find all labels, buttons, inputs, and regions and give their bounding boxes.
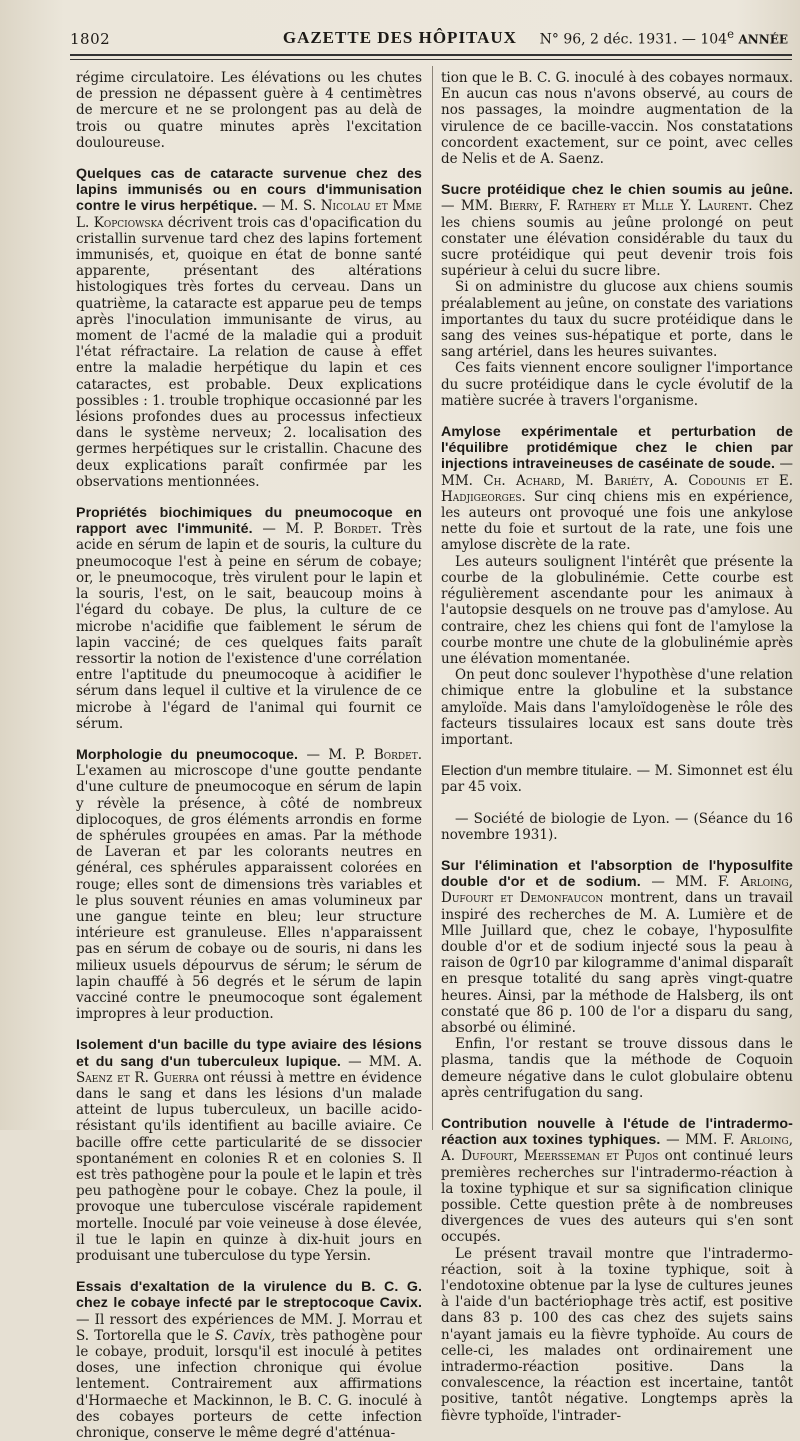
- issue-sup: e: [727, 27, 734, 42]
- paragraph: régime circulatoire. Les élévations ou les chutes de pression ne dépassent guère à 4 centimètres de mercure et ne se prolongent pas au delà de trois ou quatre minutes après l'excitation douloureuse.: [76, 70, 422, 151]
- article-authors: — MM. Ch. Achard, M. Bariéty, A. Codounis et E. Hadjigeorges.: [441, 456, 793, 505]
- article-body: ont continué leurs premières recherches sur l'intradermo-réaction à la toxine typhique et sur sa signification clinique possible. Cette question prête à de nombreuses divergences de vues des auteurs qui s'en sont occupés.: [441, 1148, 793, 1246]
- article-bacille-aviaire: [76, 1037, 422, 1264]
- article-pneumocoque-immunite: [76, 505, 422, 732]
- paragraph: On peut donc soulever l'hypothèse d'une relation chimique entre la globuline et la substance amyloïde. Mais dans l'amyloïdogenèse le rôle des facteurs tissulaires locaux est sans doute très important.: [441, 667, 793, 748]
- article-amylose: [441, 424, 793, 748]
- article-body: montrent, dans un travail inspiré des recherches de M. A. Lumière et de Mlle Juillard que, chez le cobaye, l'hyposulfite double d'or et de sodium injecté sous la peau à raison de 0gr10 par kilogramme d'animal disparaît en presque totalité du sang après vingt-quatre heures. Ainsi, par la méthode de Halsberg, ils ont constaté que 86 p. 100 de l'or a disparu du sang, absorbé ou éliminé.: [441, 890, 793, 1036]
- continued-paragraph: [441, 70, 793, 167]
- article-authors: — MM. A. Saenz et R. Guerra: [76, 1053, 423, 1086]
- article-body: très pathogène pour le cobaye, produit, lorsqu'il est inoculé à petites doses, une infection chronique qui évolue lentement. Contrairement aux affirmations d'Hormaeche et Mackinnon, le B. C. G. inoculé à des cobayes porteurs de cette infection chronique, conserve le même degré d'atténua-: [76, 1327, 422, 1441]
- article-bcg-cavix: [76, 1279, 422, 1441]
- article-sucre-proteidique: [441, 182, 793, 409]
- article-authors: — MM. F. Arloing, Dufourt et Demonfaucon: [441, 874, 793, 907]
- header-rule-thick: [70, 54, 792, 56]
- issue-number: N° 96, 2 déc. 1931. — 104: [539, 32, 728, 48]
- issue-info: [540, 27, 788, 48]
- article-body: décrivent trois cas d'opacification du cristallin survenue tard chez des lapins fortement immunisés, et, quoique en état de bonne santé apparente, présentant des altérations histologiques très fortes du cerveau. Dans un quatrième, la cataracte est apparue peu de temps après l'inoculation immunisante de virus, au moment de l'acmé de la maladie qui a produit l'état réfractaire. La relation de cause à effet entre la maladie herpétique du lapin et ces cataractes, est probable. Deux explications possibles : 1. trouble trophique occasionné par les lésions profondes dues au processus infectieux dans le système nerveux; 2. localisation des germes herpétiques sur le cristallin. Chacune des deux explications paraît confirmée par les observations mentionnées.: [76, 214, 422, 490]
- article-title: Morphologie du pneumocoque.: [76, 746, 299, 763]
- article-title: Isolement d'un bacille du type aviaire des lésions et du sang d'un tuberculeux lupique.: [76, 1037, 422, 1070]
- article-intradermo-reaction: [441, 1116, 793, 1424]
- species-name: S. Cavix,: [214, 1327, 276, 1344]
- article-authors: — M. P. Bordet.: [262, 521, 382, 538]
- paragraph: Si on administre du glucose aux chiens soumis préalablement au jeûne, on constate des variations importantes du taux du sucre protéidique dans le sang des veines sus-hépatique et porte, dans le sang artériel, dans les heures suivantes.: [441, 279, 793, 361]
- article-body: Sur cinq chiens mis en expérience, les auteurs ont provoqué une fois une ankylose nette du foie et surtout de la rate, une fois une amylose discrète de la rate.: [441, 488, 794, 554]
- article-title: Sucre protéidique chez le chien soumis au jeûne.: [441, 182, 793, 199]
- paragraph: Les auteurs soulignent l'intérêt que présente la courbe de la globulinémie. Cette courbe est régulièrement ascendante pour les animaux à l'autopsie desquels on ne trouve pas d'amylose. Au contraire, chez les chiens qui font de l'amylose la courbe montre une chute de la globulinémie après une élévation momentanée.: [441, 553, 793, 667]
- article-body: L'examen au microscope d'une goutte pendante d'une culture de pneumocoque en sérum de lapin y révèle la présence, à côté de nombreux diplocoques, de gros éléments arrondis en forme de sphérules groupées en amas. Par la méthode de Laveran et par les colorants neutres en général, ces sphérules apparaissent colorées en rouge; elles sont de dimensions très variables et le plus souvent réunies en amas volumineux par une gangue teinte en bleu; leur structure intérieure est granuleuse. Elles n'apparaissent pas en sérum de cobaye ou de souris, ni dans les milieux usuels dépourvus de sérum; le sérum de lapin chauffé à 56 degrés et le sérum de lapin vacciné contre le pneumocoque sont également impropres à leur production.: [76, 763, 422, 1023]
- continued-paragraph: [76, 70, 422, 151]
- article-election: [441, 763, 793, 795]
- paragraph: tion que le B. C. G. inoculé à des cobayes normaux. En aucun cas nous n'avons observé, au cours de nos passages, la moindre augmentation de la virulence de ce bacille-vaccin. Nos constatations concordent exactement, sur ce point, avec celles de Nelis et de A. Saenz.: [441, 70, 793, 168]
- paragraph: Le présent travail montre que l'intradermo-réaction, soit à la toxine typhique, soit à l'endotoxine obtenue par la lyse de cultures jeunes à l'aide d'un bactériophage très actif, est positive dans 83 p. 100 des cas chez des sujets sains n'ayant jamais eu la fièvre typhoïde. Au cours de celle-ci, les malades ont ordinairement une intradermo-réaction positive. Dans la convalescence, la réaction est incertaine, tantôt positive, tantôt négative. Longtemps après la fièvre typhoïde, l'intrader-: [441, 1245, 793, 1424]
- article-title: Amylose expérimentale et perturbation de l'équilibre protidémique chez le chien par injections intraveineuses de caséinate de soude.: [441, 424, 793, 473]
- article-title: Quelques cas de cataracte survenue chez des lapins immunisés ou en cours d'immunisation contre le virus herpétique.: [76, 166, 422, 215]
- society-session-heading: [441, 811, 793, 843]
- article-authors: — MM. Bierry, F. Rathery et Mlle Y. Laurent.: [441, 198, 753, 215]
- article-title: Propriétés biochimiques du pneumocoque en rapport avec l'immunité.: [76, 505, 422, 538]
- article-hyposulfite: [441, 858, 793, 1101]
- paragraph: Enfin, l'or restant se trouve dissous dans le plasma, tandis que la méthode de Coquoin demeure négative dans le culot globulaire obtenu après centrifugation du sang.: [441, 1036, 793, 1101]
- article-cataracte: [76, 166, 422, 490]
- journal-title: GAZETTE DES HÔPITAUX: [282, 28, 517, 47]
- paragraph: Ces faits viennent encore souligner l'importance du sucre protéidique dans le cycle évolutif de la matière sucrée à travers l'organisme.: [441, 360, 793, 409]
- article-body: Chez les chiens soumis au jeûne prolongé on peut constater une élévation considérable du taux du sucre protéidique qui peut devenir trois fois supérieur à celui du sucre libre.: [441, 198, 793, 280]
- issue-year-label: ANNÉE: [738, 33, 788, 47]
- left-column: [76, 70, 423, 1441]
- article-authors: — MM. F. Arloing, A. Dufourt, Meersseman et Pujos: [441, 1132, 793, 1165]
- page-number: 1802: [70, 30, 111, 48]
- article-authors: — Il ressort des expériences de MM. J. Morrau et S. Tortorella que le: [76, 1311, 422, 1344]
- article-title: Essais d'exaltation de la virulence du B. C. G. chez le cobaye infecté par le streptocoque Cavix.: [76, 1279, 422, 1312]
- article-title: Sur l'élimination et l'absorption de l'hyposulfite double d'or et de sodium.: [441, 857, 793, 891]
- header-rule-thin: [70, 59, 792, 60]
- article-authors: — M. S. Nicolau et Mme L. Kopciowska: [76, 198, 422, 231]
- article-body: ont réussi à mettre en évidence dans le sang et dans les lésions d'un malade atteint de lupus tuberculeux, un bacille acido-résistant qu'ils identifient au bacille aviaire. Ce bacille offre cette particularité de se dissocier spontanément en colonies R et en colonies S. Il est très pathogène pour la poule et le lapin et très peu pathogène pour le cobaye. Chez la poule, il provoque une tuberculose viscérale rapidement mortelle. Inoculé par voie veineuse à dose élevée, il tue le lapin en quinze à dix-huit jours en produisant une tuberculose du type Yersin.: [76, 1069, 423, 1265]
- article-title: Election d'un membre titulaire.: [441, 763, 633, 780]
- article-body: — M. Simonnet est élu par 45 voix.: [441, 763, 794, 796]
- right-column: [441, 70, 794, 1424]
- page-header: [70, 24, 788, 48]
- column-divider: [432, 66, 433, 1130]
- article-authors: — M. P. Bordet.: [306, 746, 422, 763]
- article-body: Très acide en sérum de lapin et de souris, la culture du pneumocoque l'est à peine en sérum de cobaye; or, le pneumocoque, très virulent pour le lapin et la souris, l'est, on le sait, beaucoup moins à l'égard du cobaye. De plus, la culture de ce microbe n'acidifie que faiblement le sérum de lapin vacciné; de ces quelques faits paraît ressortir la notion de l'existence d'une corrélation entre l'aptitude du pneumocoque à acidifier le sérum dans lequel il cultive et la virulence de ce microbe à l'égard de l'animal qui fournit ce sérum.: [76, 521, 422, 732]
- article-morphologie-pneumocoque: [76, 747, 422, 1022]
- article-title: Contribution nouvelle à l'étude de l'intradermo-réaction aux toxines typhiques.: [441, 1115, 793, 1149]
- paragraph: — Société de biologie de Lyon. — (Séance du 16 novembre 1931).: [441, 810, 793, 843]
